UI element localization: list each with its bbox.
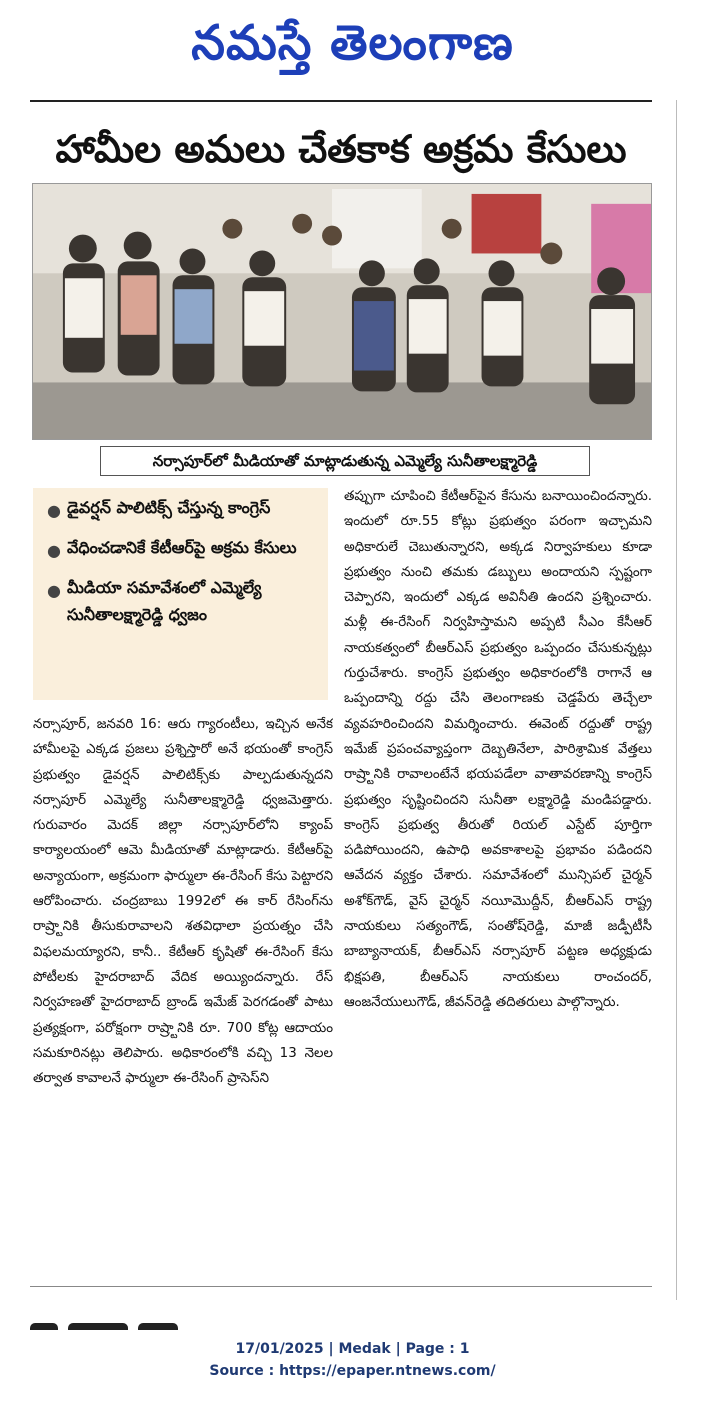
right-column-divider [676,100,677,1300]
next-story-headline-fragment [30,1318,230,1330]
highlight-text: మీడియా సమావేశంలో ఎమ్మెల్యే సునీతాలక్ష్మారెడ్డి ధ్వజం [67,578,262,624]
highlights-box [33,488,328,700]
footer-source-line: Source : https://epaper.ntnews.com/ [209,1363,496,1379]
page-footer [0,1338,705,1382]
article-body-left-column: నర్సాపూర్, జనవరి 16: ఆరు గ్యారంటీలు, ఇచ్చిన అనేక హామీలపై ఎక్కడ ప్రజలు ప్రశ్నిస్తారో అనే భయంతో కాంగ్రెస్ ప్రభుత్వం డైవర్షన్ పాలిటిక్స్‌కు పాల్పడుతున్నదని నర్సాపూర్ ఎమ్మెల్యే సునీతాలక్ష్మారెడ్డి ధ్వజమెత్తారు. గురువారం మెదక్ జిల్లా నర్సాపూర్‌లోని క్యాంప్ కార్యాలయంలో ఆమె మీడియాతో మాట్లాడారు. కేటీఆర్‌పై అన్యాయంగా, అక్రమంగా ఫార్ములా ఈ-రేసింగ్ కేసు పెట్టారని ఆరోపించారు. చంద్రబాబు 1992లో ఈ కార్ రేసింగ్‌ను రాష్ర్టానికి తీసుకురావాలని శతవిధాలా ప్రయత్నం చేసి విఫలమయ్యారని, కానీ.. కేటీఆర్ కృషితో ఈ-రేసింగ్ కేసు పోటీలకు హైదరాబాద్ వేదిక అయ్యిందన్నారు. రేస్ నిర్వహణతో హైదరాబాద్ బ్రాండ్ ఇమేజ్ పెరగడంతో పాటు ప్రత్యక్షంగా, పరోక్షంగా రాష్ర్టానికి రూ. 700 కోట్ల ఆదాయం సమకూరినట్లు తెలిపారు. అధికారంలోకి వచ్చి 13 నెలల తర్వాత కావాలనే ఫార్ములా ఈ-రేసింగ్ ప్రాసెస్‌ని [33,717,333,1087]
article-headline: హామీల అమలు చేతకాక అక్రమ కేసులు [55,127,627,171]
highlight-text: డైవర్షన్ పాలిటిక్స్ చేస్తున్న కాంగ్రెస్ [67,498,271,517]
group-photo-illustration [33,184,651,439]
photo-caption: నర్సాపూర్‌లో మీడియాతో మాట్లాడుతున్న ఎమ్మెల్యే సునీతాలక్ష్మారెడ్డి [100,446,590,476]
bullet-icon: ● [47,581,61,600]
bullet-icon: ● [47,541,61,560]
highlight-text: వేధించడానికే కేటీఆర్‌పై అక్రమ కేసులు [67,538,297,557]
bottom-divider [30,1286,652,1287]
highlight-item [47,534,318,568]
highlight-item [47,494,318,528]
masthead-title: నమస్తే తెలంగాణ [191,15,514,71]
article-body-right-column: తప్పుగా చూపించి కేటీఆర్‌పైన కేసును బనాయించిందన్నారు. ఇందులో రూ.55 కోట్లు ప్రభుత్వం పరంగా ఇచ్చామని అధికారులే చెబుతున్నారని, అక్కడ నిర్వాహకులు కూడా ప్రభుత్వం నుంచి తమకు డబ్బులు అందాయని స్పష్టంగా చెప్పారని, ఇందులో ఎక్కడ అవినీతి ఉందని ప్రశ్నించారు. మళ్లీ ఈ-రేసింగ్ నిర్వహిస్తామని అప్పటి సీఎం కేసీఆర్ నాయకత్వంలో బీఆర్‌ఎస్ ప్రభుత్వం ఒప్పందం చేసుకున్నట్లు గుర్తుచేశారు. కాంగ్రెస్ ప్రభుత్వం అధికారంలోకి రాగానే ఆ ఒప్పందాన్ని రద్దు చేసి తెలంగాణకు చెడ్డపేరు తెచ్చేలా వ్యవహరించిందని విమర్శించారు. ఈవెంట్ రద్దుతో రాష్ట్ర ఇమేజ్ ప్రపంచవ్యాప్తంగా దెబ్బతినేలా, పారిశ్రామిక వేత్తలు రాష్ర్టానికి రావాలంటేనే భయపడేలా వాతావరణాన్ని కాంగ్రెస్ ప్రభుత్వం సృష్టించిందని సునీతా లక్ష్మారెడ్డి మండిపడ్డారు. కాంగ్రెస్ ప్రభుత్వ తీరుతో రియల్ ఎస్టేట్ పూర్తిగా పడిపోయిందని, ఉపాధి అవకాశాలపై ప్రభావం పడిందని ఆవేదన వ్యక్తం చేశారు. సమావేశంలో మున్సిపల్ చైర్మన్ అశోక్‌గౌడ్, వైస్ చైర్మన్ నయీమొద్దీన్, బీఆర్‌ఎస్ రాష్ట్ర నాయకులు సత్యంగౌడ్, సంతోష్‌రెడ్డి, మాజీ జడ్పీటీసీ బాబ్యానాయక్, బీఆర్‌ఎస్ నర్సాపూర్ పట్టణ అధ్యక్షుడు భిక్షపతి, బీఆర్‌ఎస్ నాయకులు రాంచందర్, ఆంజనేయులుగౌడ్, జీవన్‌రెడ్డి తదితరులు పాల్గొన్నారు. [344,489,652,1010]
top-divider [30,100,652,102]
footer-date-line: 17/01/2025 | Medak | Page : 1 [235,1341,470,1357]
highlight-item [47,574,318,628]
bullet-icon: ● [47,501,61,520]
article-photo [32,183,652,440]
